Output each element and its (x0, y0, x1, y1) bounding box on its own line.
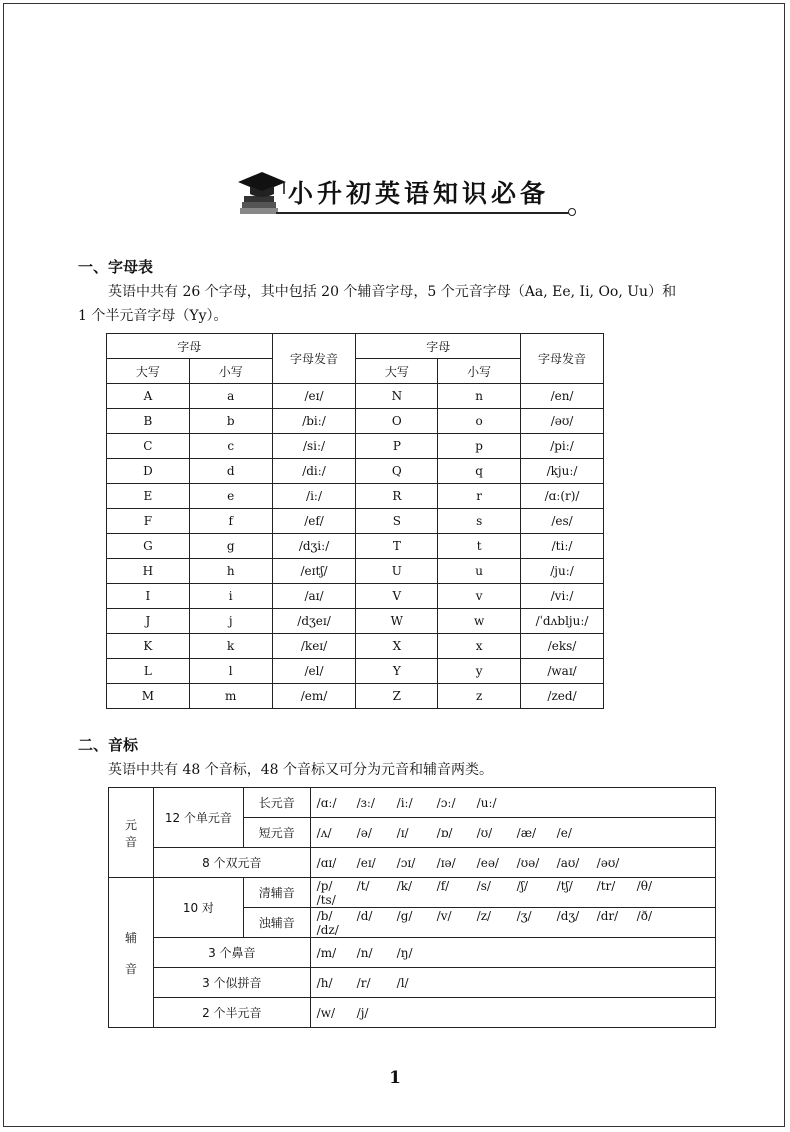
phonetic-symbol: /ɒ/ (436, 825, 453, 840)
lower-letter: k (189, 634, 272, 659)
phonetic-symbol: /iː/ (396, 795, 413, 810)
liquids-label: 3 个似拼音 (153, 968, 310, 998)
phonetic-symbol: /b/ (316, 908, 333, 923)
letter-pronunciation: /dʒeɪ/ (272, 609, 356, 634)
lower-letter: z (438, 684, 521, 709)
lower-letter: e (189, 484, 272, 509)
lower-letter: b (189, 409, 272, 434)
upper-letter: E (107, 484, 190, 509)
alphabet-row (107, 484, 604, 509)
section-heading-phonetics: 二、音标 (78, 736, 139, 754)
letter-pronunciation: /tiː/ (521, 534, 604, 559)
letter-pronunciation: /el/ (272, 659, 356, 684)
lower-letter: i (189, 584, 272, 609)
semivowels-label: 2 个半元音 (153, 998, 310, 1028)
letter-pronunciation: /dʒiː/ (272, 534, 356, 559)
phonetic-symbol: /aʊ/ (556, 855, 580, 870)
phonetic-symbol: /h/ (316, 975, 333, 990)
phonetic-symbol: /l/ (396, 975, 409, 990)
upper-letter: D (107, 459, 190, 484)
alphabet-row (107, 384, 604, 409)
alphabet-row (107, 534, 604, 559)
lower-header: 小写 (189, 359, 272, 384)
phonetic-symbol: /θ/ (636, 878, 652, 893)
letter-pronunciation: /juː/ (521, 559, 604, 584)
alphabet-row (107, 584, 604, 609)
upper-letter: G (107, 534, 190, 559)
phonetic-symbol: /ʌ/ (316, 825, 332, 840)
pron-header: 字母发音 (521, 334, 604, 384)
diphthongs-label: 8 个双元音 (153, 848, 310, 878)
upper-letter: M (107, 684, 190, 709)
letter-pronunciation: /diː/ (272, 459, 356, 484)
upper-letter: I (107, 584, 190, 609)
phonetic-symbol: /s/ (476, 878, 491, 893)
letter-pronunciation: /iː/ (272, 484, 356, 509)
lower-letter: x (438, 634, 521, 659)
section-heading-alphabet: 一、字母表 (78, 258, 154, 276)
phonetic-symbol: /n/ (356, 945, 373, 960)
phonetic-symbol: /ɜː/ (356, 795, 375, 810)
upper-letter: K (107, 634, 190, 659)
upper-letter: X (356, 634, 438, 659)
lower-letter: s (438, 509, 521, 534)
alphabet-header-row (107, 334, 604, 359)
letter-pronunciation: /eks/ (521, 634, 604, 659)
phonetic-symbol: /dʒ/ (556, 908, 580, 923)
phonetic-symbol: /ʊ/ (476, 825, 493, 840)
letter-pronunciation: /keɪ/ (272, 634, 356, 659)
phonetic-symbol: /eə/ (476, 855, 499, 870)
alphabet-table (106, 333, 604, 709)
alphabet-row (107, 634, 604, 659)
letter-pronunciation: /zed/ (521, 684, 604, 709)
page-number: 1 (389, 1068, 401, 1088)
lower-header: 小写 (438, 359, 521, 384)
letter-pronunciation: /ɑː(r)/ (521, 484, 604, 509)
lower-letter: f (189, 509, 272, 534)
nasals-label: 3 个鼻音 (153, 938, 310, 968)
page-title: 小升初英语知识必备 (288, 179, 550, 208)
phonetic-symbol: /dz/ (316, 922, 339, 937)
phonetics-intro: 英语中共有 48 个音标，48 个音标又可分为元音和辅音两类。 (108, 762, 493, 778)
phonetic-symbol: /e/ (556, 825, 572, 840)
voiced-symbols (310, 908, 715, 938)
letter-pronunciation: /viː/ (521, 584, 604, 609)
phonetic-symbol: /ʃ/ (516, 878, 529, 893)
letter-pronunciation: /eɪtʃ/ (272, 559, 356, 584)
phonetic-symbol: /g/ (396, 908, 413, 923)
lower-letter: r (438, 484, 521, 509)
phonetic-symbol: /ɑɪ/ (316, 855, 337, 870)
upper-letter: L (107, 659, 190, 684)
phonetic-symbol: /ʒ/ (516, 908, 532, 923)
upper-letter: B (107, 409, 190, 434)
upper-letter: O (356, 409, 438, 434)
phonetic-symbol: /ts/ (316, 892, 336, 907)
pairs-label: 10 对 (153, 878, 243, 938)
phonetic-symbol: /æ/ (516, 825, 537, 840)
lower-letter: d (189, 459, 272, 484)
letter-pronunciation: /waɪ/ (521, 659, 604, 684)
letter-pronunciation: /es/ (521, 509, 604, 534)
alphabet-intro-line-1: 英语中共有 26 个字母，其中包括 20 个辅音字母，5 个元音字母（Aa, Ee, Ii, Oo, Uu）和 (108, 284, 677, 300)
upper-letter: Z (356, 684, 438, 709)
alphabet-row (107, 409, 604, 434)
lower-letter: q (438, 459, 521, 484)
lower-letter: u (438, 559, 521, 584)
upper-letter: Y (356, 659, 438, 684)
lower-letter: m (189, 684, 272, 709)
monophthongs-label: 12 个单元音 (153, 788, 243, 848)
phonetics-table (108, 787, 716, 1028)
letter-pronunciation: /eɪ/ (272, 384, 356, 409)
phonetic-symbol: /ɪə/ (436, 855, 456, 870)
lower-letter: y (438, 659, 521, 684)
title-underline (276, 212, 572, 214)
upper-letter: N (356, 384, 438, 409)
upper-letter: S (356, 509, 438, 534)
phonetic-symbol: /eɪ/ (356, 855, 376, 870)
lower-letter: n (438, 384, 521, 409)
letter-pronunciation: /piː/ (521, 434, 604, 459)
upper-letter: C (107, 434, 190, 459)
upper-letter: H (107, 559, 190, 584)
phonetic-symbol: /əʊ/ (596, 855, 620, 870)
voiced-label: 浊辅音 (243, 908, 310, 938)
lower-letter: a (189, 384, 272, 409)
voiceless-symbols (310, 878, 715, 908)
long-vowels-label: 长元音 (243, 788, 310, 818)
phonetic-symbol: /ɔɪ/ (396, 855, 416, 870)
phonetic-symbol: /z/ (476, 908, 492, 923)
pron-header: 字母发音 (272, 334, 356, 384)
upper-letter: T (356, 534, 438, 559)
phonetic-symbol: /tr/ (596, 878, 616, 893)
letter-pronunciation: /ef/ (272, 509, 356, 534)
title-underline-end (568, 208, 576, 216)
phonetic-symbol: /m/ (316, 945, 337, 960)
phonetic-symbol: /dr/ (596, 908, 619, 923)
phonetic-symbol: /p/ (316, 878, 333, 893)
upper-header: 大写 (107, 359, 190, 384)
letters-header: 字母 (107, 334, 273, 359)
alphabet-row (107, 609, 604, 634)
letter-pronunciation: /en/ (521, 384, 604, 409)
alphabet-row (107, 434, 604, 459)
phonetic-symbol: /d/ (356, 908, 373, 923)
phonetic-symbol: /ɔː/ (436, 795, 456, 810)
lower-letter: w (438, 609, 521, 634)
nasals-symbols (310, 938, 715, 968)
upper-letter: P (356, 434, 438, 459)
vowels-label: 元 音 (109, 788, 154, 878)
phonetic-symbol: /tʃ/ (556, 878, 573, 893)
phonetic-symbol: /j/ (356, 1005, 369, 1020)
letter-pronunciation: /kjuː/ (521, 459, 604, 484)
lower-letter: v (438, 584, 521, 609)
upper-letter: Q (356, 459, 438, 484)
alphabet-row (107, 684, 604, 709)
lower-letter: g (189, 534, 272, 559)
phonetic-symbol: /k/ (396, 878, 413, 893)
phonetic-symbol: /ɪ/ (396, 825, 409, 840)
phonetic-symbol: /f/ (436, 878, 450, 893)
phonetic-symbol: /ŋ/ (396, 945, 413, 960)
phonetic-symbol: /ʊə/ (516, 855, 540, 870)
phonetic-symbol: /uː/ (476, 795, 497, 810)
letters-header: 字母 (356, 334, 521, 359)
lower-letter: j (189, 609, 272, 634)
phonetic-symbol: /r/ (356, 975, 371, 990)
short-vowels-symbols (310, 818, 715, 848)
lower-letter: o (438, 409, 521, 434)
upper-letter: R (356, 484, 438, 509)
phonetic-symbol: /w/ (316, 1005, 336, 1020)
consonants-label: 辅 音 (109, 878, 154, 1028)
upper-letter: F (107, 509, 190, 534)
alphabet-row (107, 659, 604, 684)
lower-letter: c (189, 434, 272, 459)
letter-pronunciation: /biː/ (272, 409, 356, 434)
phonetic-symbol: /ɑː/ (316, 795, 337, 810)
phonetic-symbol: /ð/ (636, 908, 652, 923)
letter-pronunciation: /aɪ/ (272, 584, 356, 609)
phonetic-symbol: /t/ (356, 878, 370, 893)
alphabet-row (107, 509, 604, 534)
lower-letter: l (189, 659, 272, 684)
lower-letter: h (189, 559, 272, 584)
letter-pronunciation: /ˈdʌbljuː/ (521, 609, 604, 634)
upper-letter: A (107, 384, 190, 409)
alphabet-intro-line-2: 1 个半元音字母（Yy）。 (78, 308, 228, 324)
alphabet-row (107, 559, 604, 584)
letter-pronunciation: /əʊ/ (521, 409, 604, 434)
short-vowels-label: 短元音 (243, 818, 310, 848)
upper-letter: U (356, 559, 438, 584)
liquids-symbols (310, 968, 715, 998)
letter-pronunciation: /siː/ (272, 434, 356, 459)
upper-header: 大写 (356, 359, 438, 384)
lower-letter: t (438, 534, 521, 559)
semivowels-symbols (310, 998, 715, 1028)
alphabet-row (107, 459, 604, 484)
upper-letter: W (356, 609, 438, 634)
upper-letter: J (107, 609, 190, 634)
upper-letter: V (356, 584, 438, 609)
diphthongs-symbols (310, 848, 715, 878)
phonetic-symbol: /ə/ (356, 825, 372, 840)
lower-letter: p (438, 434, 521, 459)
title-banner (236, 168, 576, 220)
phonetic-symbol: /v/ (436, 908, 452, 923)
long-vowels-symbols (310, 788, 715, 818)
voiceless-label: 清辅音 (243, 878, 310, 908)
letter-pronunciation: /em/ (272, 684, 356, 709)
